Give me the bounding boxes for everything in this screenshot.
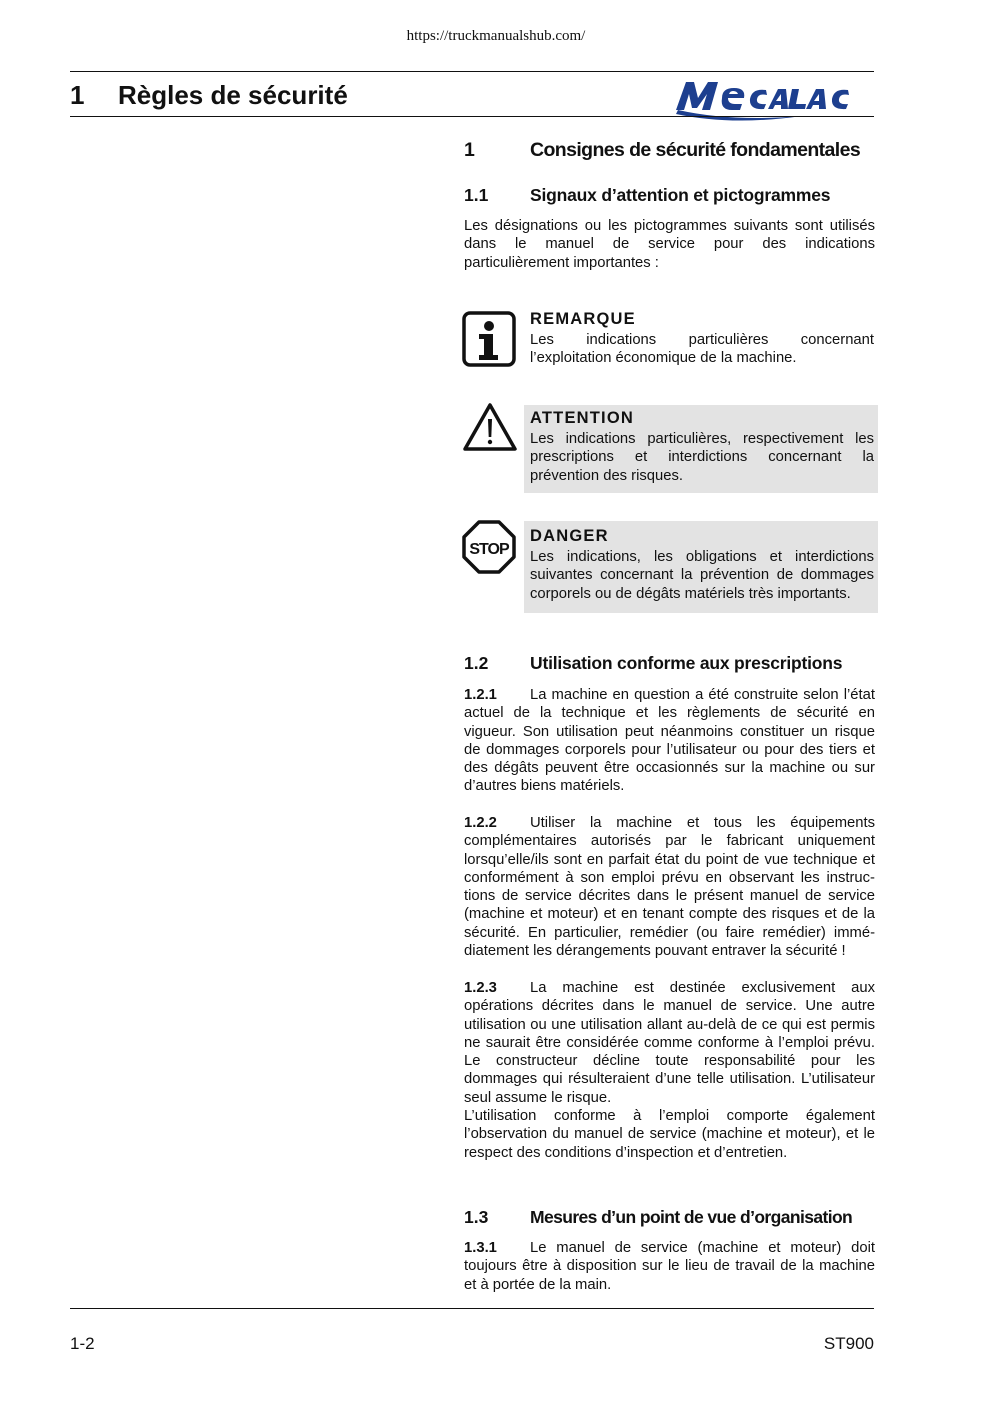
notice-danger bbox=[524, 521, 878, 613]
info-icon bbox=[462, 311, 516, 367]
paragraph-text-continued: L’utilisation conforme à l’emploi comporte également l’observation du manuel de service (machine et moteur), et le respect des conditions d’inspection et d’entretien. bbox=[464, 1108, 875, 1161]
section-title: Consignes de sécurité fondamentales bbox=[530, 139, 861, 161]
paragraph-number: 1.2.2 bbox=[464, 815, 497, 831]
paragraph-text: Utiliser la machine et tous les équipements complémentaires autorisés par le fabricant uniquement lorsqu’elle/ils sont en parfait état du point de vue technique et conformément à son emploi prévu en observant les instruc-tions de service décrites dans le présent manuel de service (machine et moteur) et en tenant compte des risques et de la sécurité. En particulier, remédier (ou faire remédier) immé-diatement les dérangements pouvant entraver la sécurité ! bbox=[464, 815, 875, 960]
subsection-number: 1.3 bbox=[464, 1207, 489, 1227]
signals-intro-paragraph: Les désignations ou les pictogrammes suivants sont utilisés dans le manuel de service pour des indications particulièrement importantes : bbox=[464, 218, 875, 271]
section-number: 1 bbox=[464, 139, 475, 161]
section-1-heading bbox=[464, 139, 875, 162]
notice-attention-body: Les indications particulières, respectivement les prescriptions et interdictions concernant la prévention des risques. bbox=[530, 431, 874, 484]
subsection-1-3-heading bbox=[464, 1207, 875, 1228]
paragraph-text: La machine en question a été construite selon l’état actuel de la technique et les règlements de sécurité en vigueur. Son utilisation peut néanmoins constituer un risque de dommages corporels pour l’utilisateur ou pour des tiers et des dégâts peuvent être occasionnés sur la machine ou sur d’autres biens matériels. bbox=[464, 687, 875, 795]
chapter-heading bbox=[70, 80, 348, 111]
warning-triangle-icon bbox=[462, 402, 518, 452]
notice-remarque-body: Les indications particulières concernant l’exploitation économique de la machine. bbox=[530, 332, 874, 367]
paragraph-1-2-1 bbox=[464, 686, 875, 796]
paragraph-number: 1.2.1 bbox=[464, 687, 497, 703]
subsection-1-1-heading bbox=[464, 185, 875, 206]
paragraph-text: Le manuel de service (machine et moteur) doit toujours être à disposition sur le lieu de travail de la machine et à portée de la main. bbox=[464, 1240, 875, 1293]
subsection-number: 1.2 bbox=[464, 653, 489, 673]
subsection-number: 1.1 bbox=[464, 185, 489, 205]
paragraph-1-2-2 bbox=[464, 814, 875, 960]
subsection-1-2-heading bbox=[464, 653, 875, 674]
paragraph-1-2-3 bbox=[464, 979, 875, 1162]
notice-attention-head: ATTENTION bbox=[530, 409, 634, 427]
chapter-number: 1 bbox=[70, 80, 85, 110]
paragraph-text: La machine est destinée exclusivement aux opérations décrites dans le manuel de service. Une autre utilisation ou une utilisation allant au-delà de ce qui est permis ne saurait être considérée comme conforme à l’emploi prévu. Le constructeur décline toute responsabilité pour les dommages qui résulteraient d’une telle utilisation. L’utilisateur seul assume le risque. bbox=[464, 980, 875, 1106]
subsection-title: Utilisation conforme aux prescriptions bbox=[530, 653, 843, 673]
notice-remarque-head: REMARQUE bbox=[530, 310, 636, 328]
paragraph-number: 1.3.1 bbox=[464, 1240, 497, 1256]
notice-danger-body: Les indications, les obligations et interdictions suivantes concernant la prévention de dommages corporels ou de dégâts matériels très importants. bbox=[530, 549, 874, 602]
header-rule-top bbox=[70, 71, 874, 72]
stop-sign-icon bbox=[462, 520, 516, 574]
source-url[interactable]: https://truckmanualshub.com/ bbox=[406, 28, 586, 44]
notice-remarque bbox=[524, 310, 878, 368]
page-number: 1-2 bbox=[70, 1334, 95, 1353]
model-name: ST900 bbox=[823, 1334, 874, 1353]
notice-attention bbox=[524, 405, 878, 493]
paragraph-number: 1.2.3 bbox=[464, 980, 497, 996]
paragraph-1-3-1 bbox=[464, 1239, 875, 1294]
header-rule-bottom bbox=[70, 116, 874, 117]
footer-rule bbox=[70, 1308, 874, 1309]
subsection-title: Signaux d’attention et pictogrammes bbox=[530, 185, 831, 205]
notice-danger-head: DANGER bbox=[530, 527, 609, 545]
subsection-title: Mesures d’un point de vue d’organisation bbox=[530, 1207, 853, 1227]
svg-text:STOP: STOP bbox=[469, 541, 509, 558]
chapter-title: Règles de sécurité bbox=[118, 80, 348, 110]
